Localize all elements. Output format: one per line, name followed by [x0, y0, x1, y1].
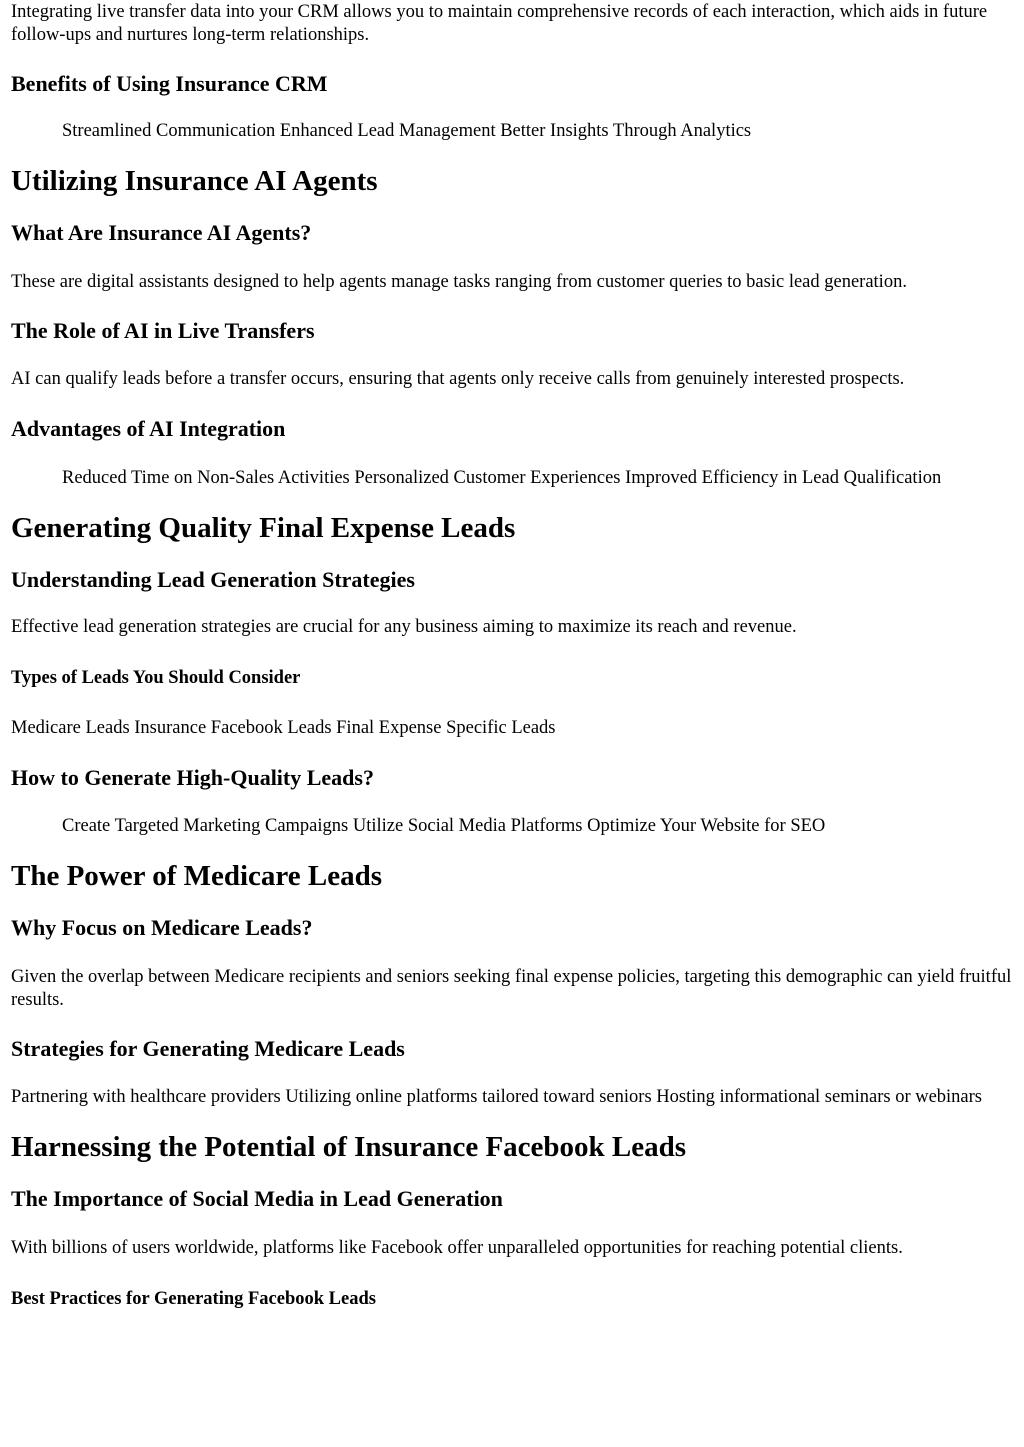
social-media-importance-text: With billions of users worldwide, platforms like Facebook offer unparalleled opportunities for reaching potential clients. — [11, 1238, 903, 1258]
high-quality-leads-heading: How to Generate High-Quality Leads? — [11, 765, 374, 790]
ai-live-transfers-heading: The Role of AI in Live Transfers — [11, 318, 315, 343]
article-body — [0, 1, 1024, 1311]
lead-strategies-heading: Understanding Lead Generation Strategies — [11, 567, 415, 592]
crm-benefits-heading: Benefits of Using Insurance CRM — [11, 71, 328, 96]
what-are-ai-agents-heading: What Are Insurance AI Agents? — [11, 220, 312, 245]
ai-agents-heading: Utilizing Insurance AI Agents — [11, 165, 378, 197]
crm-benefits-list: Streamlined Communication Enhanced Lead Management Better Insights Through Analytics — [62, 121, 752, 141]
medicare-heading: The Power of Medicare Leads — [11, 860, 383, 892]
facebook-leads-heading: Harnessing the Potential of Insurance Facebook Leads — [11, 1131, 687, 1163]
ai-live-transfers-text: AI can qualify leads before a transfer occurs, ensuring that agents only receive calls from genuinely interested prospects. — [11, 369, 905, 389]
medicare-strategies-text: Partnering with healthcare providers Utilizing online platforms tailored toward seniors Hosting informational seminars or webinars — [11, 1087, 983, 1107]
intro-paragraph: Integrating live transfer data into your CRM allows you to maintain comprehensive records of each interaction, which aids in future follow-ups and nurtures long-term relationships. — [11, 2, 988, 45]
what-are-ai-agents-text: These are digital assistants designed to help agents manage tasks ranging from customer queries to basic lead generation. — [11, 272, 907, 292]
why-medicare-text: Given the overlap between Medicare recipients and seniors seeking final expense policies, targeting this demographic can yield fruitful results. — [11, 967, 1012, 1010]
facebook-best-practices-heading: Best Practices for Generating Facebook Leads — [11, 1289, 376, 1309]
medicare-strategies-heading: Strategies for Generating Medicare Leads — [11, 1036, 405, 1061]
lead-types-heading: Types of Leads You Should Consider — [11, 668, 301, 688]
lead-strategies-text: Effective lead generation strategies are crucial for any business aiming to maximize its reach and revenue. — [11, 617, 797, 637]
ai-advantages-list: Reduced Time on Non-Sales Activities Personalized Customer Experiences Improved Efficiency in Lead Qualification — [62, 468, 942, 488]
final-expense-heading: Generating Quality Final Expense Leads — [11, 512, 516, 544]
lead-types-list: Medicare Leads Insurance Facebook Leads Final Expense Specific Leads — [11, 718, 556, 738]
ai-advantages-heading: Advantages of AI Integration — [11, 416, 286, 441]
why-medicare-heading: Why Focus on Medicare Leads? — [11, 915, 313, 940]
social-media-importance-heading: The Importance of Social Media in Lead Generation — [11, 1186, 503, 1211]
high-quality-leads-list: Create Targeted Marketing Campaigns Utilize Social Media Platforms Optimize Your Website for SEO — [62, 816, 826, 836]
